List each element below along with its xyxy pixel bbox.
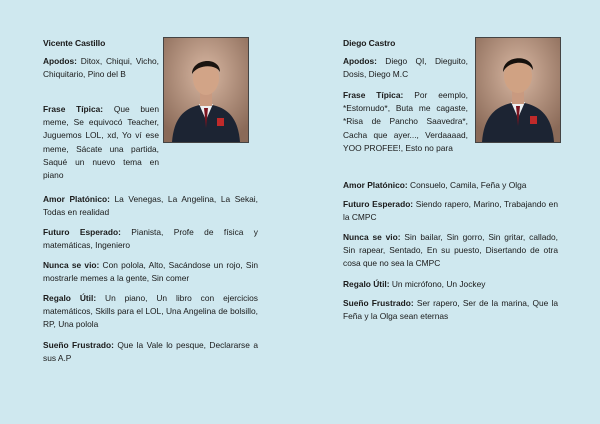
frase-field (43, 103, 159, 182)
amor-field (343, 179, 558, 192)
amor-label: Amor Platónico: (43, 194, 110, 204)
frase-label: Frase Típica: (43, 104, 104, 114)
futuro-label: Futuro Esperado: (343, 199, 414, 209)
futuro-value: Siendo rapero, Marino, Trabajando en la CMPC (343, 199, 559, 223)
student-photo (475, 37, 561, 143)
futuro-value: Pianista, Profe de física y matemáticas, Ingeniero (43, 227, 258, 251)
futuro-field (43, 226, 258, 252)
frase-field (343, 89, 468, 155)
apodos-field (343, 55, 468, 81)
apodos-value: Ditox, Chiqui, Vicho, Chiquitario, Pino del B (43, 56, 159, 80)
nunca-value: Sin bailar, Sin gorro, Sin gritar, callado, Sin rapear, Sentado, En su puesto, Disertando de otra cosa que no sea la CMPC (343, 232, 558, 269)
regalo-value: Un micrófono, Un Jockey (391, 279, 486, 289)
sueno-label: Sueño Frustrado: (43, 340, 114, 350)
apodos-value: Diego QI, Dieguito, Dosis, Diego M.C (343, 56, 468, 80)
sueno-value: Ser rapero, Ser de la marina, Que la Feña y la Olga sean eternas (343, 298, 558, 322)
amor-label: Amor Platónico: (343, 180, 408, 190)
student-name: Diego Castro (343, 38, 396, 48)
apodos-label: Apodos: (43, 56, 77, 66)
sueno-field (43, 339, 258, 365)
futuro-label: Futuro Esperado: (43, 227, 121, 237)
sueno-value: Que la Vale lo pesque, Declararse a sus A.P (43, 340, 259, 364)
apodos-label: Apodos: (343, 56, 377, 66)
regalo-label: Regalo Útil: (343, 279, 390, 289)
student-photo (163, 37, 249, 143)
amor-value: La Venegas, La Angelina, La Sekai, Todas en realidad (43, 194, 258, 218)
nunca-label: Nunca se vio: (343, 232, 401, 242)
regalo-label: Regalo Útil: (43, 293, 97, 303)
student-name: Vicente Castillo (43, 38, 106, 48)
frase-value: Por eemplo, *Estornudo*, Buta me cagaste, *Risa de Pancho Saavedra*, Cacha que ayer..., Verdaaaad, YOO PROFEE!, Esto no para (343, 90, 469, 153)
amor-value: Consuelo, Camila, Feña y Olga (410, 180, 527, 190)
amor-field (43, 193, 258, 219)
portrait-image (476, 38, 560, 142)
frase-label: Frase Típica: (343, 90, 404, 100)
nunca-field (343, 231, 558, 271)
nunca-value: Con polola, Alto, Sacándose un rojo, Sin mostrarle memes a la gente, Sin comer (43, 260, 258, 284)
portrait-image (164, 38, 248, 142)
frase-value: Que buen meme, Se equivocó Teacher, Juguemos LOL, xd, Yo ví ese meme, Sácate una partida, Saqué un nuevo tema en piano (43, 104, 160, 181)
regalo-field (43, 292, 258, 332)
right-profile (300, 0, 600, 424)
nunca-label: Nunca se vio: (43, 260, 100, 270)
regalo-value: Un piano, Un libro con ejercicios matemáticos, Skills para el LOL, Una Angelina de bolsillo, RP, Una polola (43, 293, 258, 330)
regalo-field (343, 278, 558, 291)
nunca-field (43, 259, 258, 285)
apodos-field (43, 55, 159, 81)
futuro-field (343, 198, 558, 224)
sueno-label: Sueño Frustrado: (343, 298, 414, 308)
sueno-field (343, 297, 558, 323)
